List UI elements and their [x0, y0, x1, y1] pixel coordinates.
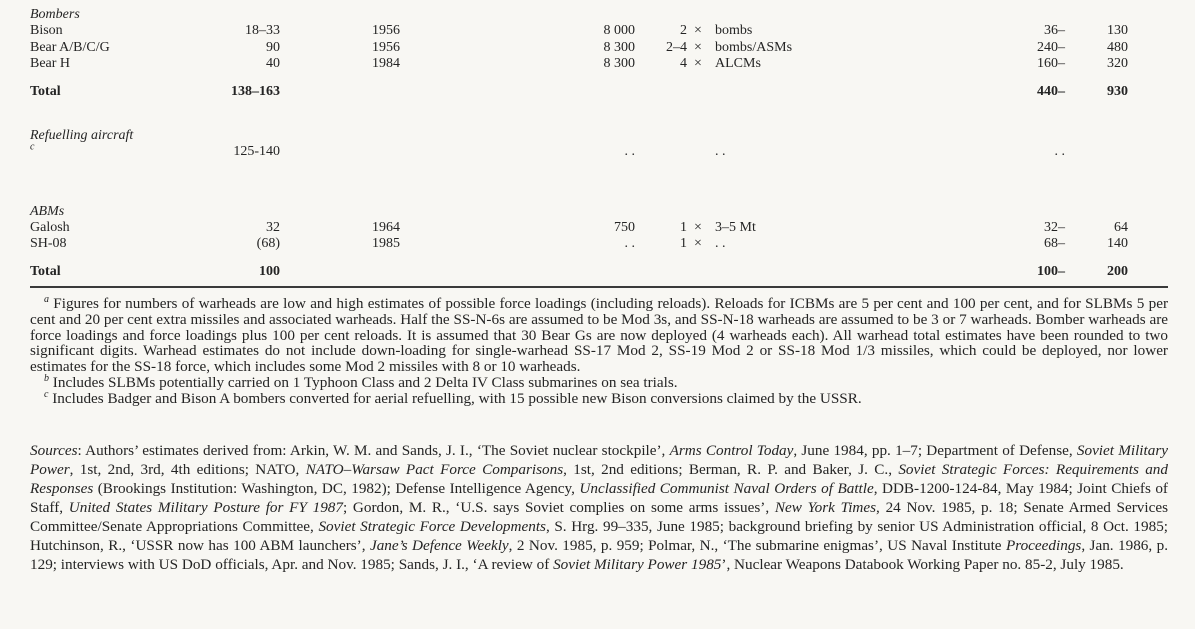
count-cell: 90: [266, 39, 280, 55]
warheads-low-cell: 32–: [1044, 219, 1065, 235]
footnote-c: $^c$ Includes Badger and Bison A bombers converted for aerial refuelling, with 15 possible new Bison conversions claimed by the USSR.: [44, 388, 862, 407]
year-cell: 1956: [372, 39, 400, 55]
year-cell: [280, 264, 400, 281]
loadout-pre-cell: 2: [680, 23, 687, 38]
loadout-post-cell: . .: [715, 144, 726, 159]
count-cell: 125-140: [233, 144, 280, 159]
footnote-a: $^a$ Figures for numbers of warheads are low and high estimates of possible force loadings (including reloads). Reloads for ICBMs are 5 per cent and 100 per cent, and for SLBMs 5 per cent and 20 per cent extra missiles and associated warheads. Half the SS-N-6s are assumed to be Mod 3s, and SS-N-18 warheads are assumed to be 3 or 7 warheads. Bomber warheads are force loadings and force loadings plus 100 per cent reloads. It is assumed that 30 Bear Gs are now deployed (4 warheads each). All warhead total estimates have been rounded to two significant digits. Warhead estimates do not include down-loading for single-warhead SS-17 Mod 2, SS-19 Mod 2 or SS-18 Mod 1/3 missiles, which could be deployed, nor lower estimates for the SS-18 force, which includes some Mod 2 missiles with 8 or 10 warheads.: [30, 293, 1169, 376]
loadout-pre-cell: [635, 144, 687, 161]
warheads-high-cell: 64: [1114, 219, 1128, 235]
loadout-post-cell: bombs: [715, 23, 753, 38]
warheads-low-cell: 440–: [1037, 83, 1065, 99]
weapon-name-cell: SH-08: [30, 236, 67, 251]
footnote-mark: a: [44, 293, 49, 305]
range-cell: [400, 264, 635, 281]
year-cell: 1985: [372, 236, 400, 251]
footnote-mark: b: [44, 372, 49, 384]
weapon-name-cell: Bear H: [30, 56, 71, 71]
count-cell: 40: [266, 56, 280, 71]
table-row: [30, 23, 1168, 40]
loadout-x-cell: ×: [694, 219, 702, 235]
loadout-post-cell: [709, 264, 965, 281]
count-cell: (68): [256, 236, 280, 251]
loadout-pre-cell: 1: [680, 219, 687, 235]
weapon-name-cell: Galosh: [30, 219, 70, 235]
count-cell: 18–33: [245, 23, 280, 38]
loadout-pre-cell: [635, 264, 687, 281]
count-cell: 138–163: [231, 83, 280, 99]
loadout-x-cell: [687, 144, 709, 161]
loadout-x-cell: ×: [694, 56, 702, 71]
section-header: ABMs: [30, 203, 65, 219]
year-cell: 1964: [372, 219, 400, 235]
table-total-row: [30, 264, 1168, 281]
footnotes-block: [30, 293, 1169, 407]
range-cell: [400, 84, 635, 101]
loadout-pre-cell: 4: [680, 56, 687, 71]
table-section: [30, 6, 1168, 100]
range-cell: 8 300: [603, 39, 635, 55]
warheads-high-cell: [1065, 144, 1128, 161]
year-cell: [280, 84, 400, 101]
warheads-high-cell: 200: [1107, 263, 1128, 279]
table-row: [30, 141, 1168, 161]
loadout-post-cell: ALCMs: [715, 56, 761, 71]
table-row: [30, 236, 1168, 253]
warheads-low-cell: 240–: [1037, 39, 1065, 55]
forces-table: [30, 6, 1168, 280]
range-cell: 8 300: [603, 56, 635, 71]
warheads-high-cell: 930: [1107, 83, 1128, 99]
warheads-high-cell: 130: [1107, 23, 1128, 38]
loadout-x-cell: ×: [694, 23, 702, 38]
section-header: Bombers: [30, 7, 80, 22]
table-row: [30, 40, 1168, 57]
range-cell: 8 000: [603, 23, 635, 38]
range-cell: . .: [624, 236, 635, 251]
year-cell: 1956: [372, 23, 400, 38]
loadout-x-cell: ×: [694, 39, 702, 55]
range-cell: . .: [624, 144, 635, 159]
loadout-post-cell: [709, 84, 965, 101]
weapon-name-cell: Bear A/B/C/G: [30, 39, 110, 55]
warheads-high-cell: 320: [1107, 56, 1128, 71]
loadout-post-cell: bombs/ASMs: [715, 39, 793, 55]
loadout-x-cell: [687, 84, 709, 101]
weapon-name-cell: Total: [30, 83, 61, 99]
table-section: [30, 127, 1168, 161]
table-row: [30, 220, 1168, 237]
footnote-b: $^b$ Includes SLBMs potentially carried on 1 Typhoon Class and 2 Delta IV Class submarines on sea trials.: [44, 372, 678, 391]
table-row: [30, 56, 1168, 73]
weapon-name-cell: Bison: [30, 23, 63, 38]
sources-paragraph: Sources: Authors’ estimates derived from: Arkin, W. M. and Sands, J. I., ‘The Soviet nuclear stockpile’, Arms Control Today, June 1984, pp. 1–7; Department of Defense, Soviet Military Power, 1st, 2nd, 3rd, 4th editions; NATO, NATO–Warsaw Pact Force Comparisons, 1st, 2nd editions; Berman, R. P. and Baker, J. C., Soviet Strategic Forces: Requirements and Responses (Brookings Institution: Washington, DC, 1982); Defense Intelligence Agency, Unclassified Communist Naval Orders of Battle, DDB-1200-124-84, May 1984; Joint Chiefs of Staff, United States Military Posture for FY 1987; Gordon, M. R., ‘U.S. says Soviet complies on some arms issues’, New York Times, 24 Nov. 1985, p. 18; Senate Armed Services Committee/Senate Appropriations Committee, Soviet Strategic Force Developments, S. Hrg. 99–335, June 1985; background briefing by senior US Administration official, 8 Oct. 1985; Hutchinson, R., ‘USSR now has 100 ABM launchers’, Jane’s Defence Weekly, 2 Nov. 1985, p. 959; Polmar, N., ‘The submarine enigmas’, US Naval Institute Proceedings, Jan. 1986, p. 129; interviews with US DoD officials, Apr. and Nov. 1985; Sands, J. I., ‘A review of Soviet Military Power 1985’, Nuclear Weapons Databook Working Paper no. 85-2, July 1985.: [30, 441, 1169, 573]
range-cell: 750: [614, 219, 635, 235]
warheads-low-cell: 68–: [1044, 236, 1065, 251]
table-section: [30, 203, 1168, 281]
loadout-x-cell: [687, 264, 709, 281]
loadout-pre-cell: 1: [680, 236, 687, 251]
warheads-low-cell: 160–: [1037, 56, 1065, 71]
year-cell: [280, 144, 400, 161]
section-header: Refuelling aircraft: [30, 128, 134, 143]
loadout-post-cell: . .: [715, 236, 726, 251]
loadout-x-cell: ×: [694, 236, 702, 251]
warheads-high-cell: 140: [1107, 236, 1128, 251]
year-cell: 1984: [372, 56, 400, 71]
loadout-pre-cell: [635, 84, 687, 101]
warheads-low-cell: 100–: [1037, 263, 1065, 279]
warheads-low-cell: . .: [1054, 144, 1065, 159]
count-cell: 100: [259, 263, 280, 279]
warheads-high-cell: 480: [1107, 39, 1128, 55]
warheads-low-cell: 36–: [1044, 23, 1065, 38]
weapon-name-cell: c: [30, 141, 35, 153]
table-bottom-rule: [30, 286, 1168, 288]
footnote-mark: c: [44, 388, 49, 400]
table-total-row: [30, 84, 1168, 101]
loadout-post-cell: 3–5 Mt: [715, 219, 756, 235]
count-cell: 32: [266, 219, 280, 235]
loadout-pre-cell: 2–4: [666, 39, 687, 55]
weapon-name-cell: Total: [30, 263, 61, 279]
